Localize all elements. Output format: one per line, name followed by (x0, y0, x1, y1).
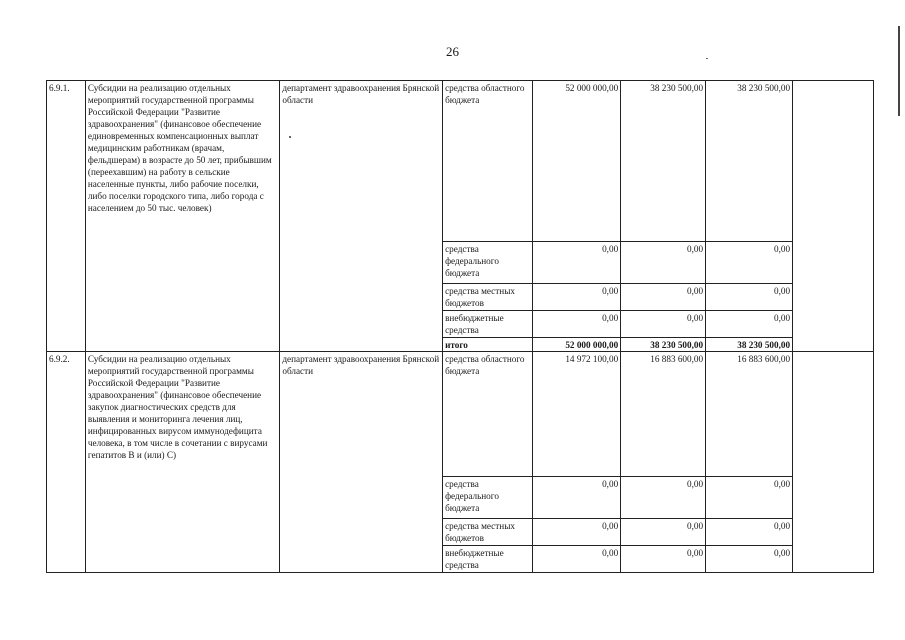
amount-cell: 52 000 000,00 (533, 338, 621, 352)
amount-cell: 0,00 (533, 477, 621, 519)
amount-cell: 52 000 000,00 (533, 81, 621, 242)
amount-cell: 38 230 500,00 (706, 81, 793, 242)
table-row (47, 81, 874, 242)
amount-cell: 0,00 (533, 311, 621, 338)
amount-cell: 38 230 500,00 (621, 338, 706, 352)
amount-cell: 0,00 (706, 284, 793, 311)
amount-cell: 16 883 600,00 (621, 352, 706, 477)
funding-source: средства федерального бюджета (443, 242, 533, 284)
amount-cell: 38 230 500,00 (621, 81, 706, 242)
scan-edge-line (898, 26, 900, 116)
amount-cell: 38 230 500,00 (706, 338, 793, 352)
measure-name: Субсидии на реализацию отдельных мероприятий государственной программы Российской Федерации "Развитие здравоохранения" (финансовое обеспечение закупок диагностических средств для выявления и мониторинга лечения лиц, инфицированных вирусом иммунодефицита человека, в том числе в сочетании с вирусами гепатитов В и (или) С) (85, 352, 279, 573)
amount-cell: 0,00 (706, 242, 793, 284)
amount-cell: 0,00 (706, 311, 793, 338)
funding-source: внебюджетные средства (443, 546, 533, 573)
amount-cell: 0,00 (533, 242, 621, 284)
amount-cell: 0,00 (621, 546, 706, 573)
funding-source: итого (443, 338, 533, 352)
empty-cell (793, 81, 874, 352)
empty-cell (793, 352, 874, 573)
measure-name: Субсидии на реализацию отдельных мероприятий государственной программы Российской Федерации "Развитие здравоохранения" (финансовое обеспечение единовременных компенсационных выплат медицинским работникам (врачам, фельдшерам) в возрасте до 50 лет, прибывшим (переехавшим) на работу в сельские населенные пункты, либо рабочие поселки, либо поселки городского типа, либо города с населением до 50 тыс. человек) (85, 81, 279, 352)
page-number: 26 (446, 44, 459, 59)
row-number: 6.9.2. (47, 352, 86, 573)
amount-cell: 0,00 (621, 311, 706, 338)
amount-cell: 0,00 (621, 284, 706, 311)
amount-cell: 16 883 600,00 (706, 352, 793, 477)
funding-source: внебюджетные средства (443, 311, 533, 338)
amount-cell: 0,00 (621, 477, 706, 519)
row-number: 6.9.1. (47, 81, 86, 352)
scan-speck (706, 58, 708, 59)
amount-cell: 0,00 (706, 546, 793, 573)
amount-cell: 0,00 (533, 519, 621, 546)
amount-cell: 0,00 (533, 546, 621, 573)
funding-source: средства областного бюджета (443, 352, 533, 477)
amount-cell: 0,00 (706, 477, 793, 519)
executor: департамент здравоохранения Брянской области (280, 81, 443, 352)
budget-table (46, 80, 874, 573)
funding-source: средства местных бюджетов (443, 519, 533, 546)
amount-cell: 0,00 (621, 519, 706, 546)
funding-source: средства местных бюджетов (443, 284, 533, 311)
funding-source: средства федерального бюджета (443, 477, 533, 519)
amount-cell: 0,00 (706, 519, 793, 546)
amount-cell: 0,00 (621, 242, 706, 284)
amount-cell: 0,00 (533, 284, 621, 311)
executor: департамент здравоохранения Брянской области (280, 352, 443, 573)
funding-source: средства областного бюджета (443, 81, 533, 242)
table-row (47, 352, 874, 477)
amount-cell: 14 972 100,00 (533, 352, 621, 477)
